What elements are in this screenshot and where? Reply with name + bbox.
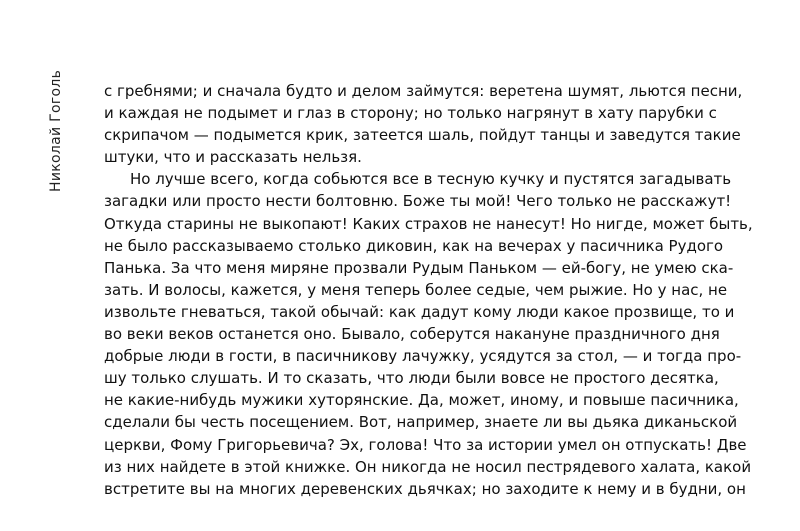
- text-line: из них найдете в этой книжке. Он никогда не носил пестрядевого халата, какой: [104, 457, 752, 476]
- text-line: Панька. За что меня миряне прозвали Рудым Паньком — ей-богу, не умею ска-: [104, 258, 734, 277]
- body-text: [104, 80, 753, 500]
- running-head-author: Николай Гоголь: [48, 69, 64, 192]
- text-line: не какие-нибудь мужики хуторянские. Да, может, иному, и повыше пасичника,: [104, 391, 739, 410]
- text-line-paragraph-end: штуки, что и рассказать нельзя.: [104, 148, 362, 167]
- text-line: загадки или просто нести болтовню. Боже ты мой! Чего только не расскажут!: [104, 192, 732, 211]
- text-line: с гребнями; и сначала будто и делом займутся: веретена шумят, льются песни,: [104, 82, 743, 100]
- text-line: скрипачом — подымется крик, затеется шаль, пойдут танцы и заведутся такие: [104, 126, 741, 145]
- text-line: встретите вы на многих деревенских дьячках; но заходите к нему и в будни, он: [104, 479, 746, 498]
- text-line: Откуда старины не выкопают! Каких страхов не нанесут! Но нигде, может быть,: [104, 214, 753, 233]
- text-line: и каждая не подымет и глаз в сторону; но только нагрянут в хату парубки с: [104, 104, 717, 123]
- text-line: сделали бы честь посещением. Вот, например, знаете ли вы дьяка диканьской: [104, 413, 738, 432]
- text-line: во веки веков останется оно. Бывало, соберутся накануне праздничного дня: [104, 325, 720, 344]
- text-line: церкви, Фому Григорьевича? Эх, голова! Что за истории умел он отпускать! Две: [104, 435, 747, 454]
- text-line: извольте гневаться, такой обычай: как дадут кому люди какое прозвище, то и: [104, 302, 735, 321]
- text-line: добрые люди в гости, в пасичникову лачужку, усядутся за стол, — и тогда про-: [104, 347, 742, 366]
- text-line: шу только слушать. И то сказать, что люди были вовсе не простого десятка,: [104, 369, 719, 388]
- text-line: не было рассказываемо столько диковин, как на вечерах у пасичника Рудого: [104, 236, 724, 255]
- text-line: зать. И волосы, кажется, у меня теперь более седые, чем рыжие. Но у нас, не: [104, 280, 728, 299]
- text-line-paragraph-start: Но лучше всего, когда собьются все в тесную кучку и пустятся загадывать: [130, 170, 732, 189]
